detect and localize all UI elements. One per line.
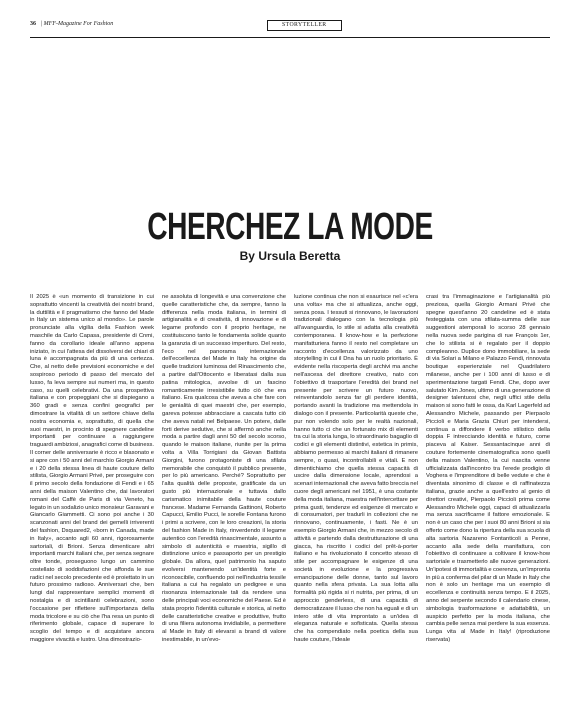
folio — [30, 20, 113, 29]
column-text: crasi tra l'immaginazione e l'artigianalità più preziosa, quella Giorgio Armani Privé che spegne quest'anno 20 candeline ed è stata festeggiata con una sfilata-summa delle sue suggestioni atemporali lo scorso 28 gennaio nella nuova sede parigina di rue François 1er, che lo stilista si è regalato per il doppio compleanno. Duplice dono immobiliare, la sede di via Solari a Milano e Palazzo Fendi, rinnovata boutique esperienziale nel Quadrilatero milanese, anche per i 100 anni di lusso e di sperimentazione targati Fendi. Che, dopo aver salutato Kim Jones, ultimo di una generazione di designer talentuosi che, negli uffici stile della maison si sono fatti le ossa, da Karl Lagerfeld ad Alessandro Michele, passando per Pierpaolo Piccioli e Maria Grazia Chiuri per intendersi, continua a diffondere il verbo stilistico della doppia F intrecciando identità e futuro, come piaceva al Kaiser. Sessantacinque anni di couture fortemente cinematografica sono quelli della maison Valentino, la cui nascita venne ufficializzata dall'incontro tra l'erede prodigio di Voghera e l'imprenditore di belle vedute e che è diventata sinonimo di classe e di raffinatezza italiana, grazie anche a quell'estro al genio di direttori creativi, Pierpaolo Piccioli prima come Alessandro Michele oggi, capaci di attualizzarla ma senza sacrificarne il fattore emozionale. E non è un caso che per i suoi 80 anni Brioni si sia offerto come dono la ripertura della sua scuola di alta sartoria Nazareno Fontanticoli a Penne, accanto alla sede della manifattura, con l'obiettivo di continuare a coltivare il know-how sartoriale e trasmetterlo alle nuove generazioni. Un'ipotesi di immortalità e coerenza, un'impronta in più a conferma del pilar di un Made in Italy che non è solo un heritage ma un esempio di eccellenza e continuità senza tempo. E il 2025, anno del serpente secondo il calendario cinese, simbologia trasformazione e adattabilità, un auspicio perfetto per la moda italiana, che cambia pelle senza mai perdere la sua essenza. Lunga vita al Made in Italy! (riproduzione riservata) — [426, 294, 550, 644]
column-text: ne assoluta di longevità e una convenzione che quelle caratteristiche che, da sempre, fanno la differenza nella moda italiana, in termini di artigianalità e di creatività, di innovazione e di legame profondo con il proprio heritage, ne costituiscono tanto le fondamenta solide quanto la garanzia di un successo imperituro. Del resto, l'eco nel panorama internazionale dell'eccellenza del Made in Italy ha origine da quelle tradizioni luminosa del Rinascimento che, a partire dall'Ottocento e liberatasi dalla sua patina mitologica, avvolse di un fascino romanticamente irresistibile tutto ciò che era italiano. Era qualcosa che aveva a che fare con le genialità di quei maestri che, per esempio, gareva potesse abbracciare a cascata tutto ciò che aveva natali nel Belpaese. Un potere, dalle forti derive sedutive, che si affermò anche nella moda a partire dagli anni 50 del secolo scorso, quando le maison italiane, riunite per la prima volta a Villa Torrigiani da Giovan Battista Giorgini, furono protagoniste di una sfilata memorabile che conquistò il pubblico presente, per lo più americano. Perché? Soprattutto per l'alta qualità delle proposte, gratificate da un gusto più internazionale e tuttavia dallo carismatico inimitabile della haute couture francese. Madame Fernanda Gattinoni, Roberto Capucci, Emilio Pucci, le sorelle Fontana furono i primi a scrivere, con le loro creazioni, la storia del fashion Made in Italy, rinverdendo il legame autentico con l'eredità rinascimentale, assunto a simbolo di autenticità e maestria, sigillo di distinzione unico e passaporto per un prestigio globale. Da allora, quel patrimonio ha saputo evolversi mantenendo un'identità forte e riconoscibile, confluendo poi nell'industria tessile italiana a cui ha regalato un pedigree e una risonanza internazionale tali da rendere una delle principali voci economiche del Paese. Ed è stata proprio l'identità culturale e storica, al netto delle caratteristiche creative e produttive, frutto di una filiera autonoma invidiabile, a permettere al Made in Italy di elevarsi a brand di valore inestimabile, in un'evo- — [162, 294, 286, 644]
column-text: Il 2025 è «un momento di transizione in cui soprattutto vincenti la creatività dei nostri brand, la duttilità e il pragmatismo che fanno del Made in Italy un sistema unico al mondo». Le parole pronunciate alla vigilia della Fashion week maschile da Carlo Capasa, presidente di Cnmi, fanno da corollario ideale all'anno appena iniziato, in cui l'attesa del dissolversi dei chiari di luna è accompagnata da più di una certezza. Che, al netto delle previsioni economiche e del sospiroso periodo di passo del mercato del lusso, fa leva sempre sui numeri ma, in questo caso, su quelli celebrativi. Da una prospettiva italiana e con propeggiani che si dispiegano a 360 gradi e senza confini geografici per dimostrare la vitalità di un settore chiave della nostra economia e, soprattutto, di quella che suoi maestri, in procinto di spegnere candeline importanti per continuare a raggiungere traguardi ambiziosi, anagrafici come di business. Il corner delle anniversarie è ricco e blasonato e si apre con i 50 anni del marchio Giorgio Armani e i 20 della stessa linea di haute couture dello stilista, Giorgio Armani Privé, per proseguire con il primo secolo della fondazione di Fendi e i 65 anni della maison Valentino che, dai lavoratori romani del Caffè de Paris di via Veneto, ha legato in un sodalizio unico monsieur Garavani e Giancarlo Giammetti. Ci sono poi anche i 30 scanzonati anni del brand dei gemelli irriverenti del fashion, Dsquared2, «born in Canada, made in Italy», accanto agli 60 anni, rigorosamente sartoriali, di Brioni. Senza dimenticare altri importanti marchi italiani che, per senza segnare oltre tonde, proseguono lungo un cammino costellato di soddisfazioni che affonda le sue radici nel secolo precedente ed è proiettato in un futuro prossimo radioso. Anniversari che, ben lungi dal rappresentare semplici momenti di nostalgia e di scintillanti celebrazioni, sono l'occasione per riflettere sull'importanza della moda tricolore e su ciò che l'ha resa un punto di riferimento globale, capace di superare lo scoglio del tempo e di acquistare ancora maggiore vivacità e lustro. Una dimostrazio- — [30, 294, 154, 644]
body-column-4 — [426, 294, 550, 706]
body-column-1 — [30, 294, 154, 706]
column-text: luzione continua che non si esaurisce nel «c'era una volta» ma che si attualizza, anche oggi, senza posa. I tessuti si rinnovano, le lavorazioni tradizionali dialogano con la tecnologia più all'avanguardia, lo stile si adatta alla creatività contemporanea. Il know-how e la perfezione manifatturiera fanno il resto nel completare un racconto d'eccellenza valorizzato da uno storytelling in cui il Dna ha un ruolo prioritario. È evidente nella riscoperta degli archivi ma anche nell'ascesa del direttore creativo, nato con l'obiettivo di trasportare l'eredità dei brand nel presente per scrivere un futuro nuovo, reinventandolo senza far gli perdere identità, portando avanti la tradizione ma mettendola in dialogo con il presente. Particolarità queste che, pur non volendo solo per le realtà nazionali, hanno tutto ci che un fortunato mix di elementi tra cui la storia lunga, lo straordinario bagaglio di codici e gli elementi distintivi, estetica in primis, abbiamo permesso ai marchi italiani di rimanere sempre, o quasi, incontrollabili e vitali. E non dimentichiamo che quella stessa capacità di uscire dalla dimensione locale, aprendosi a scenari internazionali che aveva fatto breccia nel cuore degli americani nel 1951, è una costante della moda italiana, maestra nell'intercettare per prima gusti, tendenze ed esigenze di mercato e di consumatori, per tradurli in collezioni che ne rinnovano, continuamente, i fasti. Ne è un esempio Giorgio Armani che, in mezzo secolo di attività e partendo dalla destrutturazione di una giacca, ha riscritto i codici del prêt-à-porter italiano e ha rivoluzionato il concetto stesso di stile per accompagnare le esigenze di una società in evoluzione e la progressiva emancipazione delle donne, tanto sul lavoro quanto nella sfera privata. La sua lotta alla formalità più rigida si ri nutrita, per prima, di un approccio genderless, di una capacità di democratizzare il lusso che non ha eguali e di un intero stile di vita improntato a un'idea di eleganza naturale e sofisticata. Quella stessa che ha compendiato nella poetica della sua haute couture, l'ideale — [294, 294, 418, 644]
body-column-3 — [294, 294, 418, 706]
page-header — [30, 20, 550, 32]
article-byline: By Ursula Beretta — [239, 249, 341, 263]
section-tag: STORYTELLER — [267, 20, 342, 31]
article-headline: CHERCHEZ LA MODE — [147, 206, 433, 248]
header-rule — [30, 37, 550, 38]
page-number: 36 — [30, 21, 36, 27]
article-body — [30, 294, 550, 706]
body-column-2 — [162, 294, 286, 706]
magazine-name: | MFF-Magazine For Fashion — [40, 21, 114, 27]
